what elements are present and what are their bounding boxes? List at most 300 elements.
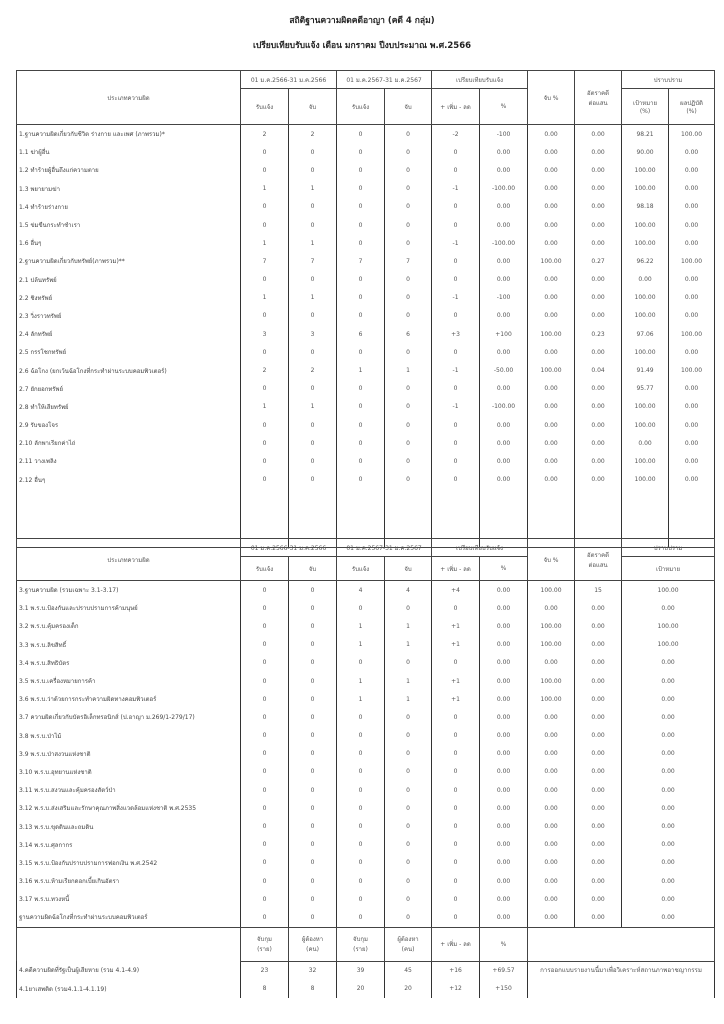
- row-value: 0: [385, 434, 432, 452]
- row-value: 0.00: [669, 198, 715, 216]
- row-value: 0: [289, 581, 337, 600]
- row-value: 0: [385, 890, 432, 908]
- row-value: 0: [289, 216, 337, 234]
- row-value: 0: [337, 398, 385, 416]
- row-value: 6: [385, 325, 432, 343]
- row-value: 100.00: [622, 471, 669, 489]
- row-value: 97.06: [622, 325, 669, 343]
- row-value: 0: [289, 836, 337, 854]
- row-value: +1: [432, 636, 480, 654]
- row-value: -1: [432, 361, 480, 379]
- row-value: 0.00: [575, 617, 622, 635]
- s4-header-pct: %: [480, 927, 528, 961]
- row-value: 100.00: [528, 581, 575, 600]
- row-value: 0.00: [528, 143, 575, 161]
- row-value: 100.00: [622, 581, 715, 600]
- row-value: 1: [385, 690, 432, 708]
- table-row: [17, 890, 715, 908]
- row-value: 0.27: [575, 252, 622, 270]
- row-label: 3.8 พ.ร.บ.ป่าไม้: [17, 727, 241, 745]
- row-value: 0: [289, 654, 337, 672]
- row-value: 0.00: [480, 143, 528, 161]
- row-value: 0.00: [480, 690, 528, 708]
- row-value: 0: [432, 416, 480, 434]
- row-value: 0: [337, 836, 385, 854]
- row-value: 0: [337, 908, 385, 927]
- row-value: 0.00: [528, 434, 575, 452]
- header-arrest-2566-2: จับ: [289, 557, 337, 581]
- row-value: 0: [337, 654, 385, 672]
- row-label: 3.17 พ.ร.บ.ทวงหนี้: [17, 890, 241, 908]
- row-value: 0: [337, 471, 385, 489]
- row-value: 0: [337, 216, 385, 234]
- s4-header-change: + เพิ่ม - ลด: [432, 927, 480, 961]
- row-value: 0: [241, 836, 289, 854]
- row-value: 98.21: [622, 125, 669, 144]
- row-value: 0: [337, 289, 385, 307]
- table-row: [17, 343, 715, 361]
- row-value: 0: [385, 708, 432, 726]
- table-row: [17, 198, 715, 216]
- row-value: 100.00: [622, 617, 715, 635]
- row-value: 0: [337, 890, 385, 908]
- row-value: 2: [241, 361, 289, 379]
- row-label: 2.6 ฉ้อโกง (ยกเว้นฉ้อโกงที่กระทำผ่านระบบคอมพิวเตอร์): [17, 361, 241, 379]
- s4-arrest-unit: (ราย): [257, 946, 272, 954]
- row-value: 0: [337, 745, 385, 763]
- row-value: 0.00: [480, 727, 528, 745]
- header-report-2566-2: รับแจ้ง: [241, 557, 289, 581]
- row-label: 3.15 พ.ร.บ.ป้องกันปราบปรามการฟอกเงิน พ.ศ.2542: [17, 854, 241, 872]
- row-value: 0: [432, 708, 480, 726]
- table-row: [17, 471, 715, 489]
- row-value: 0.00: [669, 307, 715, 325]
- header-result-unit: (%): [686, 108, 697, 115]
- header-period-2566-2: 01 ม.ค.2566-31 ม.ค.2566: [241, 539, 337, 557]
- table-row: [17, 708, 715, 726]
- table-row: [17, 690, 715, 708]
- row-value: 0.00: [480, 380, 528, 398]
- row-value: 0: [432, 890, 480, 908]
- row-value: 0.00: [575, 471, 622, 489]
- row-value: 0.00: [480, 216, 528, 234]
- row-value: 0.00: [622, 745, 715, 763]
- row-value: 1: [385, 636, 432, 654]
- table-row: [17, 599, 715, 617]
- row-value: 0: [241, 343, 289, 361]
- row-value: 0.00: [528, 872, 575, 890]
- header-target-unit: (%): [639, 108, 651, 115]
- row-value: -100: [480, 125, 528, 144]
- row-value: +100: [480, 325, 528, 343]
- row-value: 98.18: [622, 198, 669, 216]
- row-value: 0.00: [669, 343, 715, 361]
- row-value: 0.00: [622, 854, 715, 872]
- row-value: 91.49: [622, 361, 669, 379]
- s4-arrest-label-2: จับกุม: [353, 936, 368, 944]
- row-value: 0: [241, 416, 289, 434]
- row-value: 0.00: [480, 781, 528, 799]
- table-row: [17, 307, 715, 325]
- row-value: 0: [289, 872, 337, 890]
- row-value: 0: [241, 434, 289, 452]
- row-value: 0: [289, 471, 337, 489]
- row-value: 0.00: [622, 763, 715, 781]
- row-value: 0: [385, 471, 432, 489]
- row-value: 0: [337, 452, 385, 470]
- row-value: 0: [432, 307, 480, 325]
- row-value: 100.00: [622, 416, 669, 434]
- row-value: 0: [337, 599, 385, 617]
- row-value: 95.77: [622, 380, 669, 398]
- row-value: 0: [432, 143, 480, 161]
- row-value: 0: [241, 908, 289, 927]
- header-arrest-2567-2: จับ: [385, 557, 432, 581]
- row-value: 0: [289, 908, 337, 927]
- row-value: 0: [241, 672, 289, 690]
- row-value: 0.00: [480, 745, 528, 763]
- header-pct: %: [480, 89, 528, 125]
- row-value: 100.00: [622, 289, 669, 307]
- row-value: 0: [432, 380, 480, 398]
- row-value: 0: [385, 180, 432, 198]
- row-value: 100.00: [622, 343, 669, 361]
- row-value: 0.00: [528, 398, 575, 416]
- table-row: [17, 617, 715, 635]
- row-value: 0: [289, 452, 337, 470]
- row-value: 0.00: [669, 380, 715, 398]
- row-value: 0.00: [622, 781, 715, 799]
- table-row: [17, 781, 715, 799]
- row-value: +1: [432, 690, 480, 708]
- row-value: 0: [385, 781, 432, 799]
- table-crime-groups-1-2: [16, 70, 715, 548]
- row-value: 0: [432, 872, 480, 890]
- row-value: 1: [289, 289, 337, 307]
- row-value: 0: [385, 343, 432, 361]
- row-value: 0.00: [480, 252, 528, 270]
- row-value: 0: [385, 125, 432, 144]
- row-value: 0: [385, 872, 432, 890]
- row-value: 0: [432, 836, 480, 854]
- row-value: 0.00: [575, 307, 622, 325]
- row-value: +69.57: [480, 961, 528, 980]
- header-rate-2-line1: อัตราคดี: [587, 551, 610, 559]
- row-value: 0.00: [480, 471, 528, 489]
- header-result: [669, 89, 715, 125]
- row-value: 1: [337, 672, 385, 690]
- row-value: 0.00: [575, 271, 622, 289]
- row-value: 0: [241, 143, 289, 161]
- row-value: 0.00: [622, 434, 669, 452]
- row-value: 0.00: [528, 216, 575, 234]
- row-value: 0: [289, 672, 337, 690]
- header-report-2566: รับแจ้ง: [241, 89, 289, 125]
- row-label: 3.11 พ.ร.บ.สงวนและคุ้มครองสัตว์ป่า: [17, 781, 241, 799]
- table-row: [17, 745, 715, 763]
- row-value: 0: [241, 817, 289, 835]
- row-value: 0.00: [622, 890, 715, 908]
- row-value: 0: [241, 763, 289, 781]
- row-value: 0: [289, 198, 337, 216]
- table-row: [17, 416, 715, 434]
- row-value: 0: [289, 636, 337, 654]
- s4-header-arrest-2566: [241, 927, 289, 961]
- row-value: 0: [432, 271, 480, 289]
- row-value: 0: [385, 854, 432, 872]
- row-label: 2.3 วิ่งราวทรัพย์: [17, 307, 241, 325]
- row-value: 0.00: [669, 434, 715, 452]
- row-value: 0: [289, 890, 337, 908]
- row-value: 0: [337, 198, 385, 216]
- row-value: 0: [432, 434, 480, 452]
- row-value: 0.00: [575, 672, 622, 690]
- row-value: 0.00: [480, 672, 528, 690]
- row-value: +16: [432, 961, 480, 980]
- row-value: 0: [241, 854, 289, 872]
- row-value: 0: [337, 763, 385, 781]
- row-value: 0: [385, 216, 432, 234]
- row-value: 1: [337, 361, 385, 379]
- row-value: 0: [241, 654, 289, 672]
- row-value: 0.00: [480, 307, 528, 325]
- row-value: 0: [337, 872, 385, 890]
- row-value: 0: [385, 452, 432, 470]
- row-value: 1: [241, 180, 289, 198]
- table-row: [17, 961, 715, 980]
- row-value: 0: [432, 908, 480, 927]
- row-value: 0.00: [575, 727, 622, 745]
- row-value: 0.00: [622, 271, 669, 289]
- row-value: 0.00: [575, 434, 622, 452]
- row-label: 2.4 ลักทรัพย์: [17, 325, 241, 343]
- row-value: 0: [337, 434, 385, 452]
- row-value: 0.00: [575, 343, 622, 361]
- row-value: 0: [432, 161, 480, 179]
- row-value: 0: [289, 143, 337, 161]
- header-rate-line1: อัตราคดี: [587, 89, 610, 97]
- row-value: 0.00: [575, 636, 622, 654]
- s4-header-blank-right: [528, 927, 715, 961]
- table-row: [17, 143, 715, 161]
- row-value: 0: [432, 198, 480, 216]
- row-value: 0: [241, 872, 289, 890]
- row-value: 0.00: [528, 727, 575, 745]
- row-value: 0.00: [480, 617, 528, 635]
- table-row: [17, 361, 715, 379]
- row-value: 100.00: [622, 180, 669, 198]
- table-row: [17, 380, 715, 398]
- row-value: 0.00: [575, 216, 622, 234]
- row-value: 0.00: [528, 708, 575, 726]
- row-value: -100.00: [480, 234, 528, 252]
- row-value: 3: [289, 325, 337, 343]
- header-period-2567-2: 01 ม.ค.2567-31 ม.ค.2567: [337, 539, 432, 557]
- row-value: 0: [432, 471, 480, 489]
- row-value: 0.00: [528, 763, 575, 781]
- row-value: 0.00: [480, 763, 528, 781]
- table-row: [17, 216, 715, 234]
- row-value: 0.00: [480, 434, 528, 452]
- row-value: 0: [241, 636, 289, 654]
- row-value: 0.00: [575, 125, 622, 144]
- row-label: 3.1 พ.ร.บ.ป้องกันและปราบปรามการค้ามนุษย์: [17, 599, 241, 617]
- row-value: 90.00: [622, 143, 669, 161]
- row-value: 0.00: [528, 654, 575, 672]
- row-value: 0.00: [669, 271, 715, 289]
- row-value: 0: [385, 271, 432, 289]
- row-value: 32: [289, 961, 337, 980]
- row-value: 8: [241, 980, 289, 998]
- row-value: 7: [385, 252, 432, 270]
- header-suppress-2: ปราบปราม: [622, 539, 715, 557]
- row-value: 100.00: [528, 636, 575, 654]
- row-value: 1: [385, 361, 432, 379]
- row-value: 0.00: [480, 198, 528, 216]
- row-label: 2.11 วางเพลิง: [17, 452, 241, 470]
- row-value: 0: [337, 854, 385, 872]
- row-value: 0.00: [480, 636, 528, 654]
- table-row: [17, 872, 715, 890]
- row-value: 0.00: [528, 161, 575, 179]
- header-category: ประเภทความผิด: [17, 71, 241, 125]
- table-row: [17, 763, 715, 781]
- report-title: สถิติฐานความผิดคดีอาญา (คดี 4 กลุ่ม): [289, 16, 435, 26]
- row-value: 0: [241, 745, 289, 763]
- s4-suspects-unit: (คน): [306, 946, 319, 954]
- row-value: 0: [289, 799, 337, 817]
- row-value: 0: [432, 252, 480, 270]
- row-value: 0.00: [528, 781, 575, 799]
- table-row: [17, 289, 715, 307]
- row-value: -1: [432, 180, 480, 198]
- row-value: 0.00: [528, 343, 575, 361]
- report-subtitle: เปรียบเทียบรับแจ้ง เดือน มกราคม ปีงบประมาณ พ.ศ.2566: [252, 41, 472, 51]
- row-value: 0.00: [528, 908, 575, 927]
- row-value: 0.00: [528, 380, 575, 398]
- row-label: 3.3 พ.ร.บ.ลิขสิทธิ์: [17, 636, 241, 654]
- header-period-2567: 01 ม.ค.2567-31 ม.ค.2567: [337, 71, 432, 89]
- row-value: 0: [289, 854, 337, 872]
- row-value: 1: [289, 234, 337, 252]
- row-value: 0: [432, 727, 480, 745]
- row-value: 0: [385, 380, 432, 398]
- header-change-2: + เพิ่ม - ลด: [432, 557, 480, 581]
- row-value: 0: [241, 890, 289, 908]
- row-value: 0: [289, 380, 337, 398]
- row-value: 0.00: [480, 343, 528, 361]
- row-value: 0.00: [622, 817, 715, 835]
- row-value: 0.00: [528, 836, 575, 854]
- row-value: 0.00: [575, 380, 622, 398]
- row-value: +1: [432, 672, 480, 690]
- row-value: 0: [432, 452, 480, 470]
- row-value: 0: [289, 271, 337, 289]
- row-value: 0.00: [480, 581, 528, 600]
- header-compare: เปรียบเทียบรับแจ้ง: [432, 71, 528, 89]
- row-value: 1: [337, 636, 385, 654]
- row-value: 0.00: [622, 599, 715, 617]
- row-label: 2.10 ลักพาเรียกค่าไถ่: [17, 434, 241, 452]
- row-label: 1.3 พยายามฆ่า: [17, 180, 241, 198]
- row-value: 0.00: [669, 234, 715, 252]
- row-value: 4: [385, 581, 432, 600]
- row-value: 0.00: [669, 216, 715, 234]
- row-value: 100.00: [669, 361, 715, 379]
- row-label: 3.10 พ.ร.บ.อุทยานแห่งชาติ: [17, 763, 241, 781]
- table-row: [17, 672, 715, 690]
- row-value: 0.00: [528, 416, 575, 434]
- header-category-2: ประเภทความผิด: [17, 539, 241, 581]
- row-value: 0: [385, 654, 432, 672]
- row-value: 0.00: [480, 416, 528, 434]
- s4-header-arrest-2567: [337, 927, 385, 961]
- row-value: 0: [241, 216, 289, 234]
- row-value: 1: [385, 672, 432, 690]
- header-report-2567-2: รับแจ้ง: [337, 557, 385, 581]
- row-value: 0.00: [575, 654, 622, 672]
- section4-header-blank: [17, 927, 241, 961]
- row-value: -100.00: [480, 398, 528, 416]
- row-value: 1: [337, 617, 385, 635]
- row-value: 0: [337, 380, 385, 398]
- row-value: 0.00: [622, 672, 715, 690]
- row-value: 100.00: [528, 617, 575, 635]
- row-value: 0.00: [528, 799, 575, 817]
- row-label: 3.ฐานความผิด (รวมเฉพาะ 3.1-3.17): [17, 581, 241, 600]
- row-value: 0.00: [575, 198, 622, 216]
- row-value: 0: [241, 380, 289, 398]
- row-value: 7: [289, 252, 337, 270]
- row-value: 0.00: [480, 817, 528, 835]
- row-value: 0.00: [575, 161, 622, 179]
- row-value: 0: [337, 271, 385, 289]
- row-value: 0: [241, 471, 289, 489]
- row-value: 0: [432, 343, 480, 361]
- row-value: 0.00: [669, 471, 715, 489]
- s4-header-suspects-2567: [385, 927, 432, 961]
- row-value: 0: [337, 343, 385, 361]
- row-value: 0: [385, 727, 432, 745]
- row-value: 0.00: [622, 908, 715, 927]
- table-row: [17, 161, 715, 179]
- row-value: 0: [337, 125, 385, 144]
- row-value: 0: [241, 690, 289, 708]
- row-value: 0.00: [669, 289, 715, 307]
- header-rate-2-line2: ต่อแสน: [588, 561, 608, 569]
- row-label: 3.6 พ.ร.บ.ว่าด้วยการกระทำความผิดทางคอมพิวเตอร์: [17, 690, 241, 708]
- header-change: + เพิ่ม - ลด: [432, 89, 480, 125]
- row-value: 0.00: [622, 708, 715, 726]
- row-value: 0.00: [480, 836, 528, 854]
- row-value: 7: [337, 252, 385, 270]
- row-value: -50.00: [480, 361, 528, 379]
- row-label: 2.8 ทำให้เสียทรัพย์: [17, 398, 241, 416]
- row-value: 96.22: [622, 252, 669, 270]
- row-value: 0: [241, 581, 289, 600]
- header-arrest-2567: จับ: [385, 89, 432, 125]
- row-value: 7: [241, 252, 289, 270]
- row-value: 15: [575, 581, 622, 600]
- row-value: 0.00: [575, 398, 622, 416]
- row-value: 0.00: [528, 599, 575, 617]
- s4-header-suspects-2566: [289, 927, 337, 961]
- row-value: 0: [289, 745, 337, 763]
- row-label: 1.ฐานความผิดเกี่ยวกับชีวิต ร่างกาย และเพศ (ภาพรวม)*: [17, 125, 241, 144]
- row-value: 0: [289, 763, 337, 781]
- row-value: 0.00: [575, 781, 622, 799]
- row-label: 3.5 พ.ร.บ.เครื่องหมายการค้า: [17, 672, 241, 690]
